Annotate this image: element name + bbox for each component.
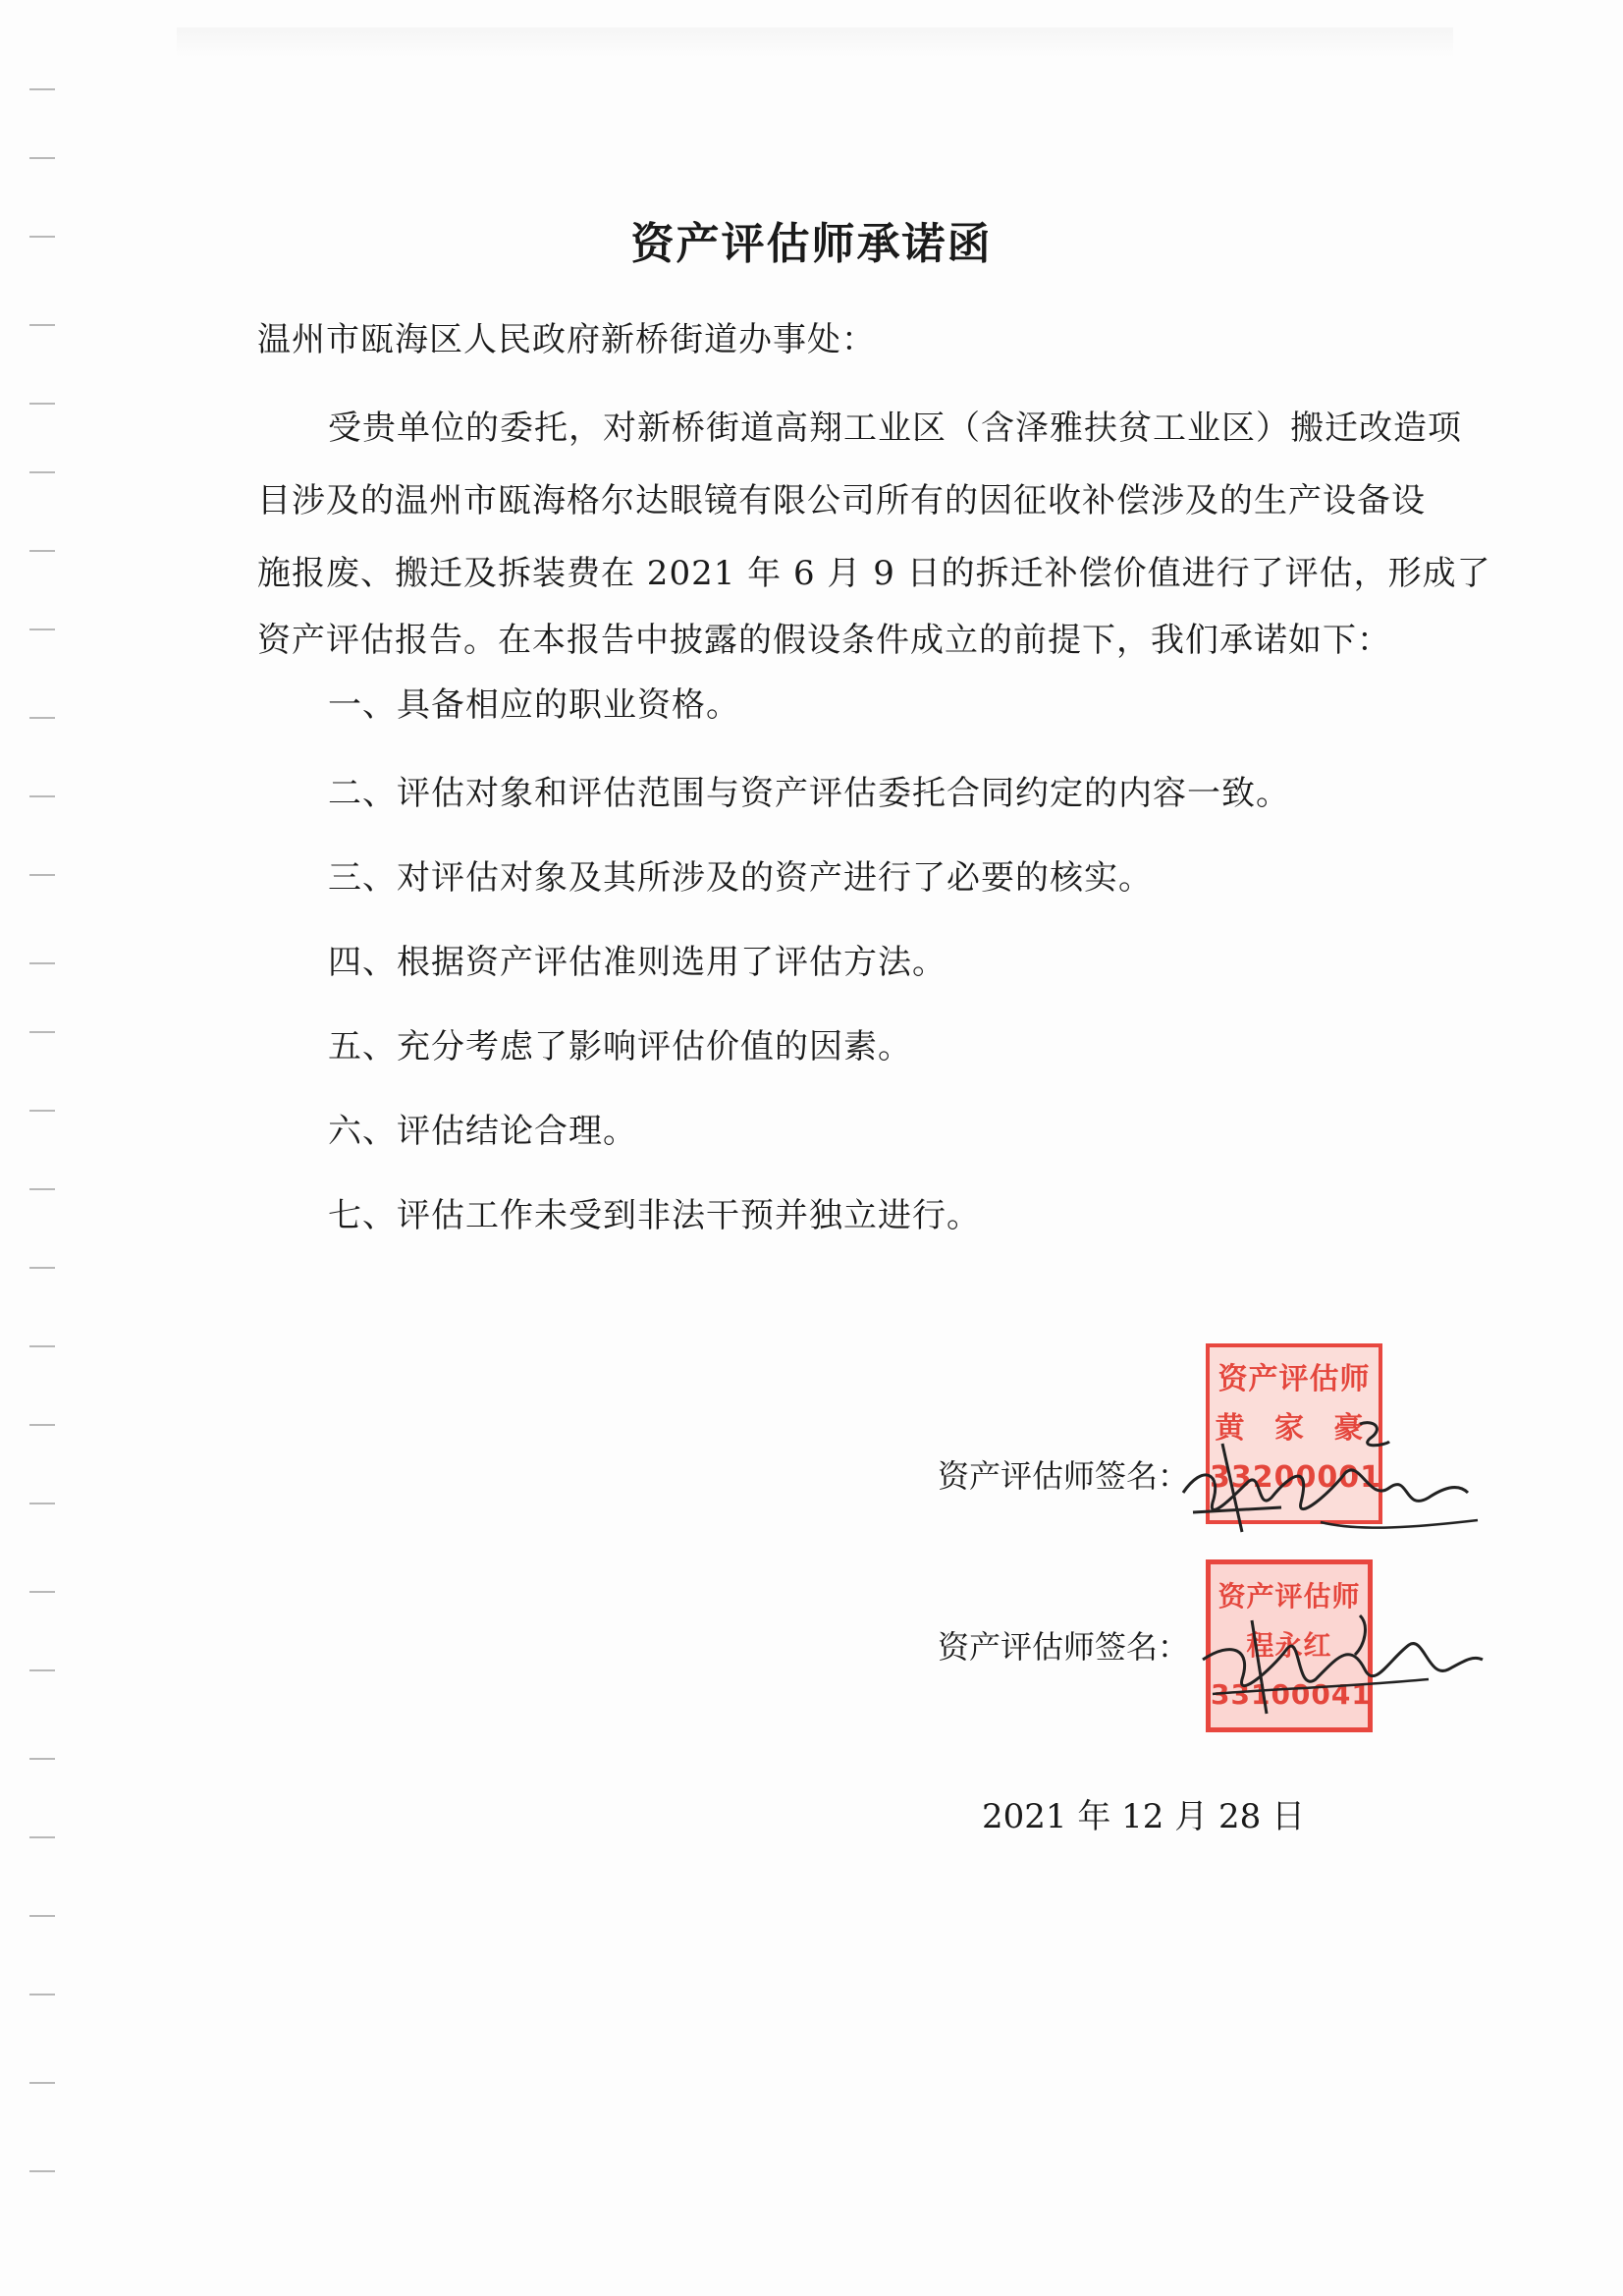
seal-name: 程永红 xyxy=(1246,1629,1332,1662)
paragraph-line-1: 受贵单位的委托，对新桥街道高翔工业区（含泽雅扶贫工业区）搬迁改造项 xyxy=(328,409,1462,448)
document-date: 2021 年 12 月 28 日 xyxy=(982,1797,1306,1836)
paragraph-line-4: 资产评估报告。在本报告中披露的假设条件成立的前提下，我们承诺如下： xyxy=(257,621,1391,660)
handwritten-signature-2 xyxy=(1193,1601,1488,1728)
seal-role: 资产评估师 xyxy=(1217,1580,1361,1613)
commitment-item: 四、根据资产评估准则选用了评估方法。 xyxy=(328,943,947,982)
commitment-item: 六、评估结论合理。 xyxy=(328,1112,637,1151)
scan-margin-marks xyxy=(29,88,59,2249)
signature-label-2: 资产评估师签名： xyxy=(938,1628,1190,1666)
handwritten-signature-1 xyxy=(1163,1404,1488,1552)
addressee: 温州市瓯海区人民政府新桥街道办事处： xyxy=(257,320,876,359)
commitment-item: 三、对评估对象及其所涉及的资产进行了必要的核实。 xyxy=(328,858,1153,898)
seal-number: 33100041 xyxy=(1211,1678,1372,1711)
signature-label-1: 资产评估师签名： xyxy=(938,1457,1190,1495)
commitment-item: 二、评估对象和评估范围与资产评估委托合同约定的内容一致。 xyxy=(328,774,1290,813)
document-title: 资产评估师承诺函 xyxy=(630,219,993,269)
commitment-item: 七、评估工作未受到非法干预并独立进行。 xyxy=(328,1196,981,1235)
commitment-item: 一、具备相应的职业资格。 xyxy=(328,685,740,725)
seal-number: 33200001 xyxy=(1210,1460,1381,1495)
seal-role: 资产评估师 xyxy=(1217,1362,1371,1396)
paragraph-line-2: 目涉及的温州市瓯海格尔达眼镜有限公司所有的因征收补偿涉及的生产设备设 xyxy=(257,481,1426,520)
scan-smudge xyxy=(177,27,1453,57)
commitment-item: 五、充分考虑了影响评估价值的因素。 xyxy=(328,1027,912,1066)
paragraph-line-3: 施报废、搬迁及拆装费在 2021 年 6 月 9 日的拆迁补偿价值进行了评估，形成了 xyxy=(257,554,1491,593)
seal-name: 黄 家 豪 xyxy=(1215,1411,1374,1446)
